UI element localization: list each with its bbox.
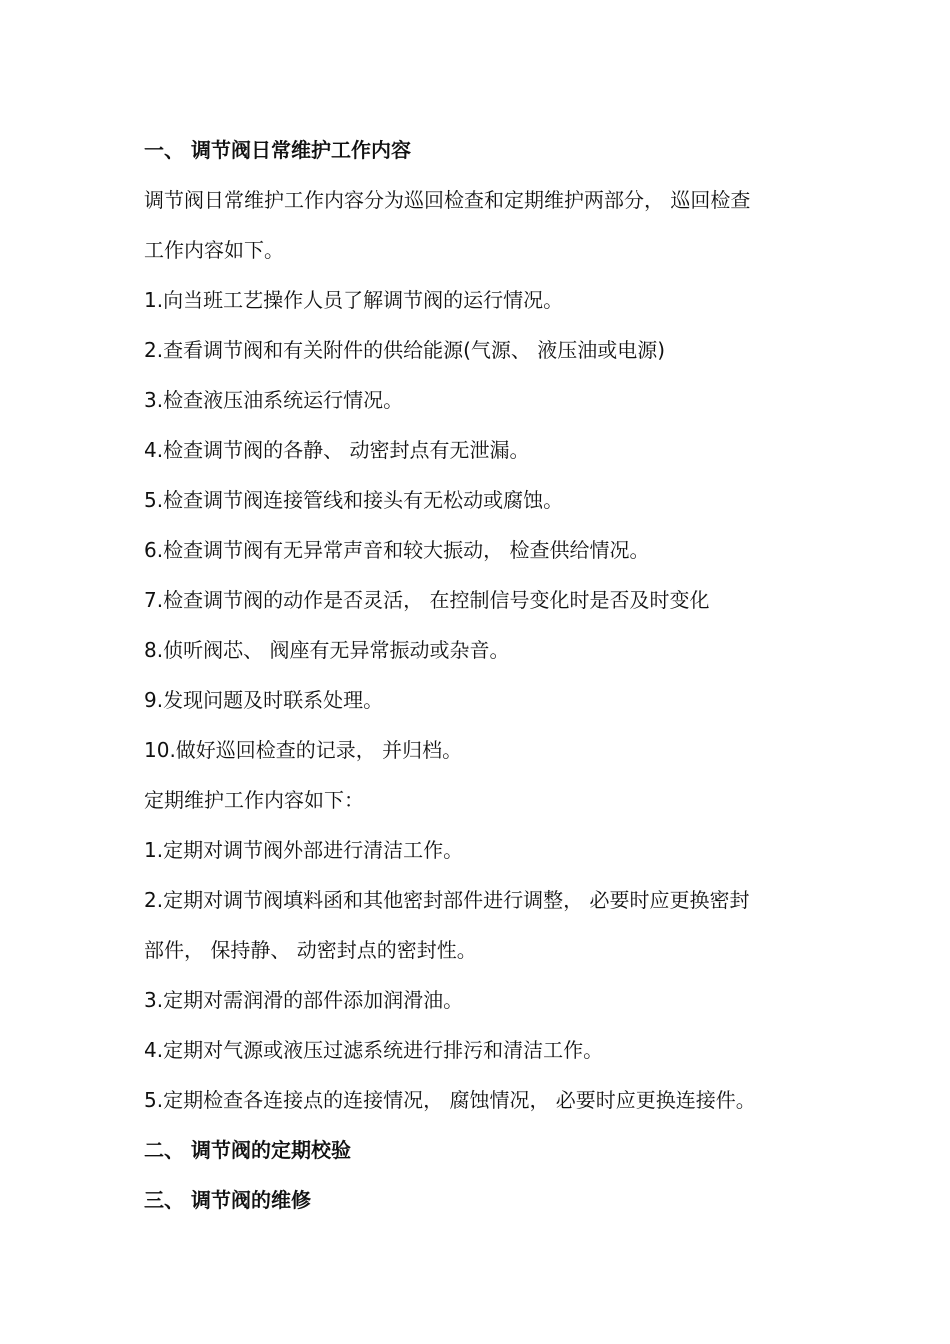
patrol-item-6: 6.检查调节阀有无异常声音和较大振动， 检查供给情况。 xyxy=(144,538,650,562)
maintenance-intro: 定期维护工作内容如下： xyxy=(144,788,364,812)
patrol-item-10: 10.做好巡回检查的记录， 并归档。 xyxy=(144,738,463,762)
patrol-item-5: 5.检查调节阀连接管线和接头有无松动或腐蚀。 xyxy=(144,488,564,512)
section-3-heading: 三、 调节阀的维修 xyxy=(144,1188,311,1212)
maintenance-item-1: 1.定期对调节阀外部进行清洁工作。 xyxy=(144,838,464,862)
maintenance-item-2-line-1: 2.定期对调节阀填料函和其他密封部件进行调整， 必要时应更换密封 xyxy=(144,888,750,912)
section-1-heading: 一、 调节阀日常维护工作内容 xyxy=(144,138,411,162)
patrol-item-2: 2.查看调节阀和有关附件的供给能源(气源、 液压油或电源) xyxy=(144,338,666,362)
patrol-item-3: 3.检查液压油系统运行情况。 xyxy=(144,388,404,412)
patrol-item-7: 7.检查调节阀的动作是否灵活， 在控制信号变化时是否及时变化 xyxy=(144,588,710,612)
patrol-item-1: 1.向当班工艺操作人员了解调节阀的运行情况。 xyxy=(144,288,564,312)
maintenance-item-4: 4.定期对气源或液压过滤系统进行排污和清洁工作。 xyxy=(144,1038,604,1062)
patrol-item-8: 8.侦听阀芯、 阀座有无异常振动或杂音。 xyxy=(144,638,510,662)
patrol-item-9: 9.发现问题及时联系处理。 xyxy=(144,688,384,712)
patrol-item-4: 4.检查调节阀的各静、 动密封点有无泄漏。 xyxy=(144,438,530,462)
maintenance-item-3: 3.定期对需润滑的部件添加润滑油。 xyxy=(144,988,464,1012)
maintenance-item-5: 5.定期检查各连接点的连接情况， 腐蚀情况， 必要时应更换连接件。 xyxy=(144,1088,756,1112)
maintenance-item-2-line-2: 部件， 保持静、 动密封点的密封性。 xyxy=(144,938,477,962)
section-2-heading: 二、 调节阀的定期校验 xyxy=(144,1138,351,1162)
section-1-intro-line-2: 工作内容如下。 xyxy=(144,238,284,262)
section-1-intro-line-1: 调节阀日常维护工作内容分为巡回检查和定期维护两部分， 巡回检查 xyxy=(144,188,751,212)
